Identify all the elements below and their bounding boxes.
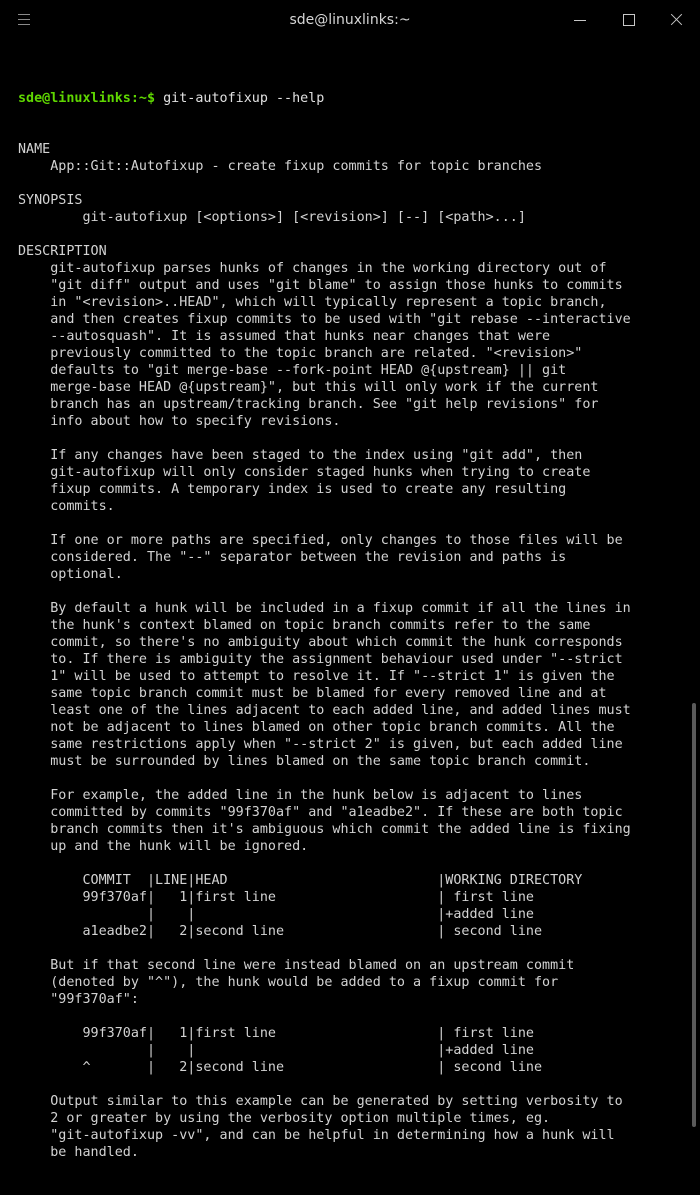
output-line: App::Git::Autofixup - create fixup commits for topic branches [18,159,543,174]
output-line: DESCRIPTION [18,244,107,259]
output-line: 99f370af| 1|first line | first line [18,890,534,905]
output-line: "git-autofixup -vv", and can be helpful in determining how a hunk will [18,1128,615,1143]
output-line [18,940,690,957]
output-line: NAME [18,142,51,157]
output-line: must be surrounded by lines blamed on the same topic branch commit. [18,754,591,769]
output-line [18,1008,690,1025]
output-line: | | |+added line [18,1043,534,1058]
output-line: (denoted by "^"), the hunk would be added to a fixup commit for [18,975,559,990]
output-line: up and the hunk will be ignored. [18,839,309,854]
output-line: to. If there is ambiguity the assignment behaviour used under "--strict [18,652,623,667]
output-line: COMMIT |LINE|HEAD |WORKING DIRECTORY [18,873,583,888]
title-bar [0,0,700,42]
output-line [18,175,690,192]
output-line: committed by commits "99f370af" and "a1eadbe2". If these are both topic [18,805,623,820]
output-line: 1" will be used to attempt to resolve it. If "--strict 1" is given the [18,669,615,684]
output-line: branch has an upstream/tracking branch. See "git help revisions" for [18,397,599,412]
output-line: least one of the lines adjacent to each added line, and added lines must [18,703,631,718]
output-line [18,583,690,600]
output-line: 2 or greater by using the verbosity option multiple times, eg. [18,1111,551,1126]
output-line: be handled. [18,1145,139,1160]
output-line: same restrictions apply when "--strict 2" is given, but each added line [18,737,623,752]
output-line: git-autofixup [<options>] [<revision>] [--] [<path>...] [18,210,526,225]
output-line: git-autofixup will only consider staged hunks when trying to create [18,465,591,480]
output-line: If any changes have been staged to the index using "git add", then [18,448,583,463]
help-text [18,141,690,1161]
output-line [18,515,690,532]
output-line: fixup commits. A temporary index is used to create any resulting [18,482,567,497]
close-icon[interactable] [668,12,684,28]
output-line: 99f370af| 1|first line | first line [18,1026,534,1041]
output-line: "99f370af": [18,992,139,1007]
output-line: considered. The "--" separator between the revision and paths is [18,550,567,565]
output-line: By default a hunk will be included in a fixup commit if all the lines in [18,601,631,616]
output-line: optional. [18,567,123,582]
output-line: commits. [18,499,115,514]
output-line: and then creates fixup commits to be used with "git rebase --interactive [18,312,631,327]
output-line [18,855,690,872]
output-line [18,770,690,787]
typed-command: git-autofixup --help [155,91,325,106]
output-line: | | |+added line [18,907,534,922]
output-line [18,226,690,243]
output-line: For example, the added line in the hunk below is adjacent to lines [18,788,583,803]
output-line: previously committed to the topic branch are related. "<revision>" [18,346,583,361]
output-line: commit, so there's no ambiguity about which commit the hunk corresponds [18,635,623,650]
output-line: defaults to "git merge-base --fork-point HEAD @{upstream} || git [18,363,567,378]
shell-prompt: sde@linuxlinks:~$ [18,91,156,106]
output-line: But if that second line were instead blamed on an upstream commit [18,958,575,973]
output-line: in "<revision>..HEAD", which will typically represent a topic branch, [18,295,607,310]
output-line [18,430,690,447]
output-line: If one or more paths are specified, only changes to those files will be [18,533,623,548]
terminal-output[interactable] [18,56,690,1195]
output-line: the hunk's context blamed on topic branch commits refer to the same [18,618,591,633]
output-line: branch commits then it's ambiguous which commit the added line is fixing [18,822,631,837]
output-line: ^ | 2|second line | second line [18,1060,543,1075]
window-title: sde@linuxlinks:~ [289,12,411,28]
scrollbar[interactable] [692,703,696,1127]
output-line: merge-base HEAD @{upstream}", but this will only work if the current [18,380,599,395]
minimize-icon[interactable] [572,12,588,28]
output-line: same topic branch commit must be blamed for every removed line and at [18,686,607,701]
output-line: Output similar to this example can be generated by setting verbosity to [18,1094,623,1109]
command-line [18,90,690,107]
output-line: info about how to specify revisions. [18,414,341,429]
output-line: git-autofixup parses hunks of changes in the working directory out of [18,261,607,276]
output-line: SYNOPSIS [18,193,83,208]
output-line [18,1076,690,1093]
maximize-icon[interactable] [621,12,637,28]
output-line: --autosquash". It is assumed that hunks near changes that were [18,329,551,344]
output-line: "git diff" output and uses "git blame" to assign those hunks to commits [18,278,623,293]
output-line: not be adjacent to lines blamed on other topic branch commits. All the [18,720,615,735]
output-line: a1eadbe2| 2|second line | second line [18,924,543,939]
